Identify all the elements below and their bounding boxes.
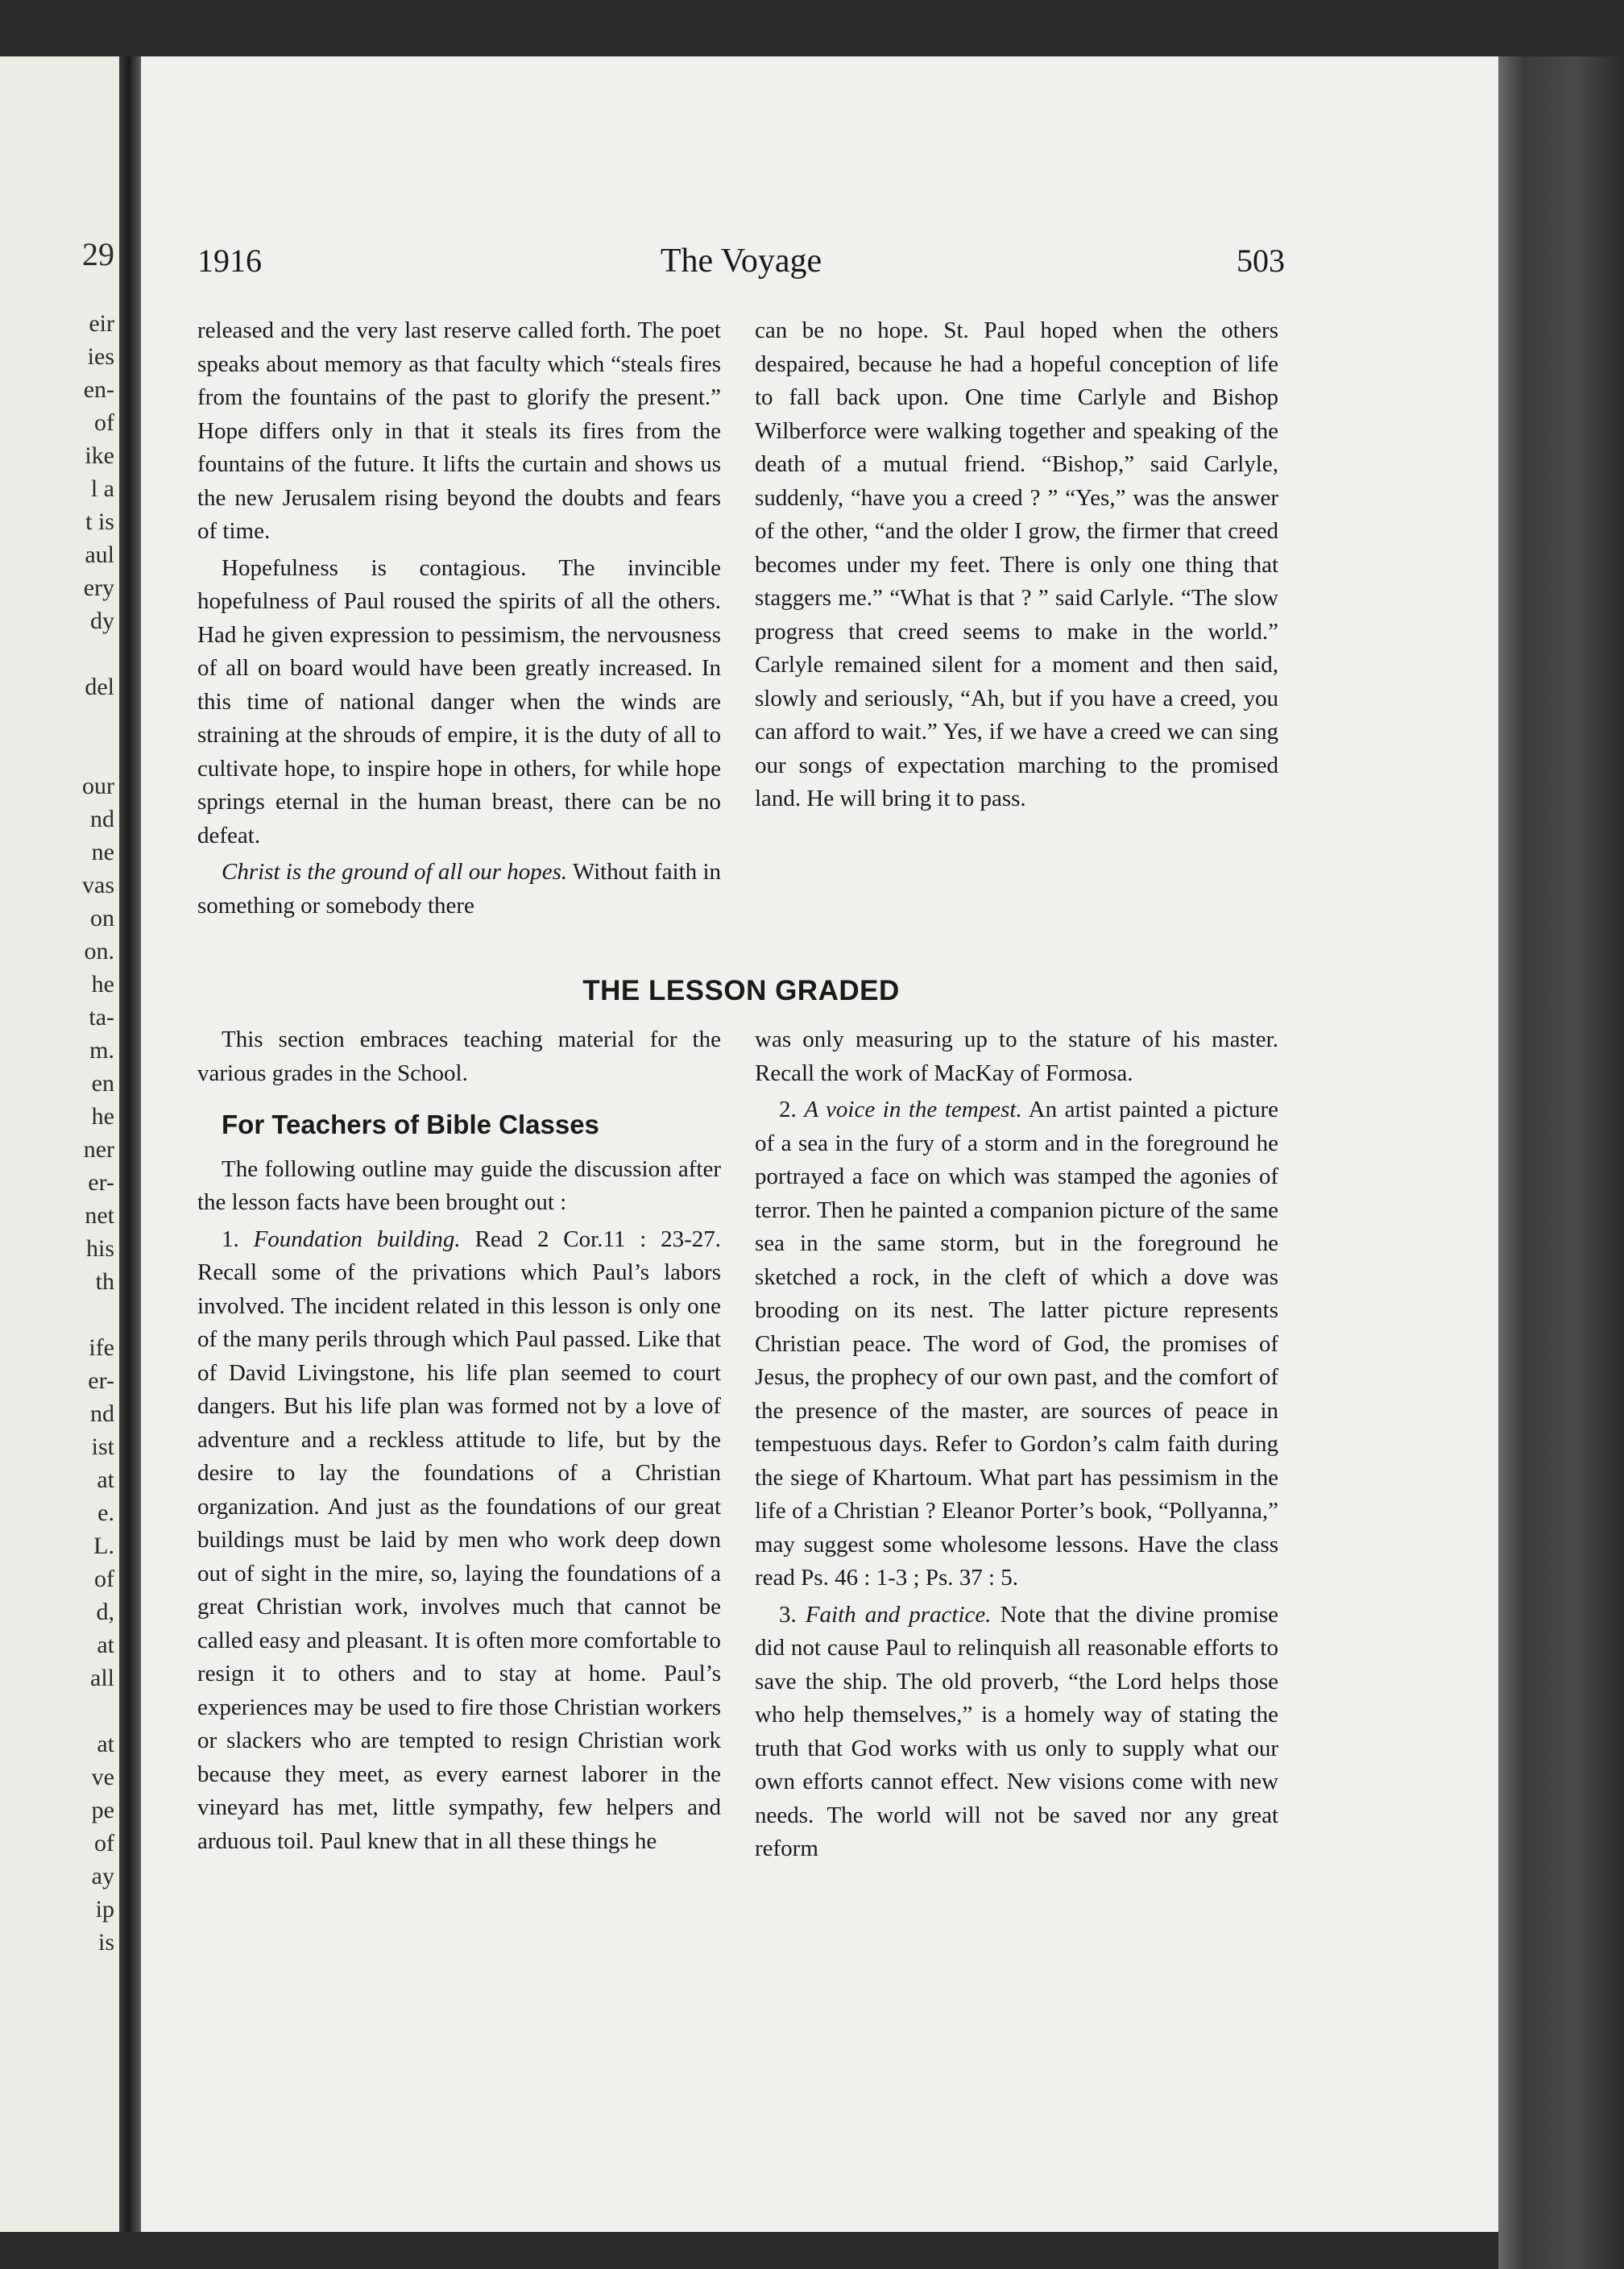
section-title: THE LESSON GRADED bbox=[582, 975, 900, 1006]
edge-fragment: en bbox=[91, 1070, 114, 1097]
item-number: 3. bbox=[779, 1601, 806, 1628]
paragraph bbox=[197, 856, 721, 923]
edge-fragment: nd bbox=[90, 806, 114, 832]
edge-fragment: ip bbox=[95, 1896, 114, 1923]
edge-fragment bbox=[0, 1298, 121, 1331]
edge-fragment: of bbox=[94, 409, 114, 436]
edge-fragment: at bbox=[97, 1632, 114, 1658]
edge-fragment: of bbox=[94, 1566, 114, 1592]
paragraph: can be no hope. St. Paul hoped when the others despaired, because he had a hopeful conception of life to fall back upon. One time Carlyle and Bishop Wilberforce were walking together and speaking of the death of a mutual friend. “Bishop,” said Carlyle, suddenly, “have you a creed ? ” “Yes,” was the answer of the other, “and the older I grow, the firmer that creed becomes under my feet. There is only one thing that staggers me.” “What is that ? ” said Carlyle. “The slow progress that creed seems to make in the world.” Carlyle remained silent for a moment and then said, slowly and seriously, “Ah, but if you have a creed, you can afford to wait.” Yes, if we have a creed we can sing our songs of expectation marching to the promised land. He will bring it to pass. bbox=[755, 317, 1278, 811]
edge-fragment: del bbox=[85, 674, 114, 700]
italic-lead: A voice in the tempest. bbox=[804, 1097, 1022, 1122]
edge-fragment: e. bbox=[97, 1500, 114, 1526]
edge-fragment: he bbox=[91, 971, 114, 998]
edge-fragment: of bbox=[94, 1830, 114, 1856]
edge-fragment: eir bbox=[89, 310, 114, 337]
edge-fragment: l a bbox=[90, 475, 114, 502]
paragraph bbox=[197, 1223, 721, 1859]
edge-fragment: is bbox=[97, 1929, 114, 1956]
edge-fragment: th bbox=[95, 1268, 114, 1295]
italic-lead: Faith and practice. bbox=[805, 1601, 992, 1628]
header-year: 1916 bbox=[197, 243, 262, 279]
edge-fragment: he bbox=[91, 1103, 114, 1130]
paragraph-text: An artist painted a picture of a sea in the fury of a storm and in the foreground he portrayed a face on which was stamped the agonies of terror. Then he painted a companion picture of the same sea in the same storm, but in the foreground he sketched a rock, in the cleft of which a dove was brooding on its nest. The latter picture represents Christian peace. The word of God, the promises of Jesus, the prophecy of our own past, and the comfort of the presence of the master, are sources of peace in tempestuous days. Refer to Gordon’s calm faith during the siege of Khartoum. What part has pessimism in the life of a Christian ? Eleanor Porter’s book, “Pollyanna,” may suggest some wholesome lessons. Have the class read Ps. 46 : 1-3 ; Ps. 37 : 5. bbox=[755, 1097, 1279, 1591]
edge-fragment bbox=[0, 703, 121, 736]
header-title: The Voyage bbox=[660, 243, 822, 280]
edge-fragment: m. bbox=[89, 1037, 114, 1064]
edge-fragment: at bbox=[97, 1466, 114, 1493]
edge-fragment: on bbox=[90, 905, 114, 931]
edge-fragment: L. bbox=[93, 1533, 114, 1559]
paragraph-text: Note that the divine promise did not cause Paul to relinquish all reasonable efforts to save the ship. The old proverb, “the Lord helps those who help themselves,” is a homely way of stating the truth that God works with us only to supply what our own efforts cannot effect. New visions come with new needs. The world will not be saved nor any great reform bbox=[755, 1601, 1279, 1861]
edge-fragment: er- bbox=[88, 1367, 114, 1394]
paragraph: was only measuring up to the stature of his master. Recall the work of MacKay of Formosa. bbox=[755, 1027, 1278, 1086]
edge-fragment: aul bbox=[85, 541, 114, 568]
bottom-right-column bbox=[755, 1023, 1278, 1866]
edge-fragment: en- bbox=[83, 376, 114, 403]
paragraph: Hopefulness is contagious. The invincible hopefulness of Paul roused the spirits of all the others. Had he given expression to pessimism, the nervousness of all on board would have been greatly increased. In this time of national danger when the winds are straining at the shrouds of empire, it is the duty of all to cultivate hope, to inspire hope in others, for while hope springs eternal in the human breast, there can be no defeat. bbox=[197, 554, 721, 848]
edge-fragment: ery bbox=[83, 575, 114, 601]
paragraph-text: Read 2 Cor.11 : 23-27. Recall some of the privations which Paul’s labors involved. The incident related in this lesson is only one of the many perils through which Paul passed. Like that of David Livingstone, his life plan seemed to court dangers. But his life plan was formed not by a love of adventure and a reckless attitude to life, but by the desire to lay the foundations of a Christian organization. And just as the foundations of our great buildings must be laid by men who work deep down out of sight in the mire, so, laying the foundations of a great Christian work, involves much that cannot be called easy and pleasant. It is often more comfortable to resign it to others and to stay at home. Paul’s experiences may be used to fire those Christian workers or slackers who are tempted to resign Christian work because they meet, as every earnest laborer in the vineyard has met, little sympathy, few helpers and arduous toil. Paul knew that in all these things he bbox=[197, 1226, 722, 1854]
edge-fragment: at bbox=[97, 1731, 114, 1757]
item-number: 1. bbox=[222, 1226, 254, 1252]
edge-fragment: our bbox=[82, 773, 114, 799]
edge-fragment: ies bbox=[87, 343, 114, 370]
edge-fragment bbox=[0, 1694, 121, 1728]
edge-fragment bbox=[0, 637, 121, 670]
edge-fragment: nd bbox=[90, 1400, 114, 1427]
edge-fragment: his bbox=[85, 1235, 114, 1262]
facing-page bbox=[0, 56, 121, 2232]
facing-page-text-fragments bbox=[0, 56, 121, 2232]
edge-fragment: ay bbox=[91, 1863, 114, 1889]
edge-fragment: ike bbox=[85, 442, 114, 469]
edge-fragment: vas bbox=[82, 872, 114, 898]
edge-fragment: t is bbox=[85, 508, 114, 535]
edge-fragment: ve bbox=[91, 1764, 114, 1790]
edge-fragment: dy bbox=[90, 608, 114, 634]
bottom-left-column bbox=[197, 1023, 721, 1858]
paragraph bbox=[755, 1599, 1278, 1866]
italic-lead: Christ is the ground of all our hopes. bbox=[222, 859, 568, 885]
item-number: 2. bbox=[779, 1097, 805, 1122]
paragraph: released and the very last reserve called forth. The poet speaks about memory as that faculty which “steals fires from the fountains of the past to glorify the present.” Hope differs only in that it steals its fires from the fountains of the future. It lifts the curtain and shows us the new Jerusalem rising beyond the doubts and fears of time. bbox=[197, 317, 721, 544]
edge-fragment: net bbox=[85, 1202, 114, 1229]
paragraph bbox=[755, 1093, 1278, 1595]
subheading: For Teachers of Bible Classes bbox=[222, 1110, 599, 1139]
edge-fragment: ner bbox=[83, 1136, 114, 1163]
edge-fragment: ife bbox=[89, 1334, 114, 1361]
italic-lead: Foundation building. bbox=[253, 1226, 461, 1252]
edge-fragment: pe bbox=[91, 1797, 114, 1823]
page-number: 503 bbox=[1237, 243, 1285, 279]
edge-fragment: all bbox=[90, 1665, 114, 1691]
edge-fragment: d, bbox=[96, 1599, 114, 1625]
book-edge bbox=[1498, 56, 1624, 2269]
edge-fragment: ist bbox=[91, 1433, 114, 1460]
edge-fragment: 29 bbox=[82, 236, 114, 272]
edge-fragment: on. bbox=[84, 938, 114, 964]
paragraph-text: Without faith in something or somebody there bbox=[197, 859, 721, 919]
top-left-column bbox=[197, 314, 721, 923]
edge-fragment: ta- bbox=[89, 1004, 114, 1031]
top-right-column bbox=[755, 314, 1278, 816]
paragraph: The following outline may guide the discussion after the lesson facts have been brought out : bbox=[197, 1155, 721, 1215]
book-gutter bbox=[119, 56, 143, 2232]
edge-fragment: er- bbox=[88, 1169, 114, 1196]
edge-fragment: ne bbox=[91, 839, 114, 865]
edge-fragment bbox=[0, 736, 121, 769]
running-head bbox=[197, 242, 1285, 290]
paragraph: This section embraces teaching material for the various grades in the School. bbox=[197, 1027, 721, 1086]
